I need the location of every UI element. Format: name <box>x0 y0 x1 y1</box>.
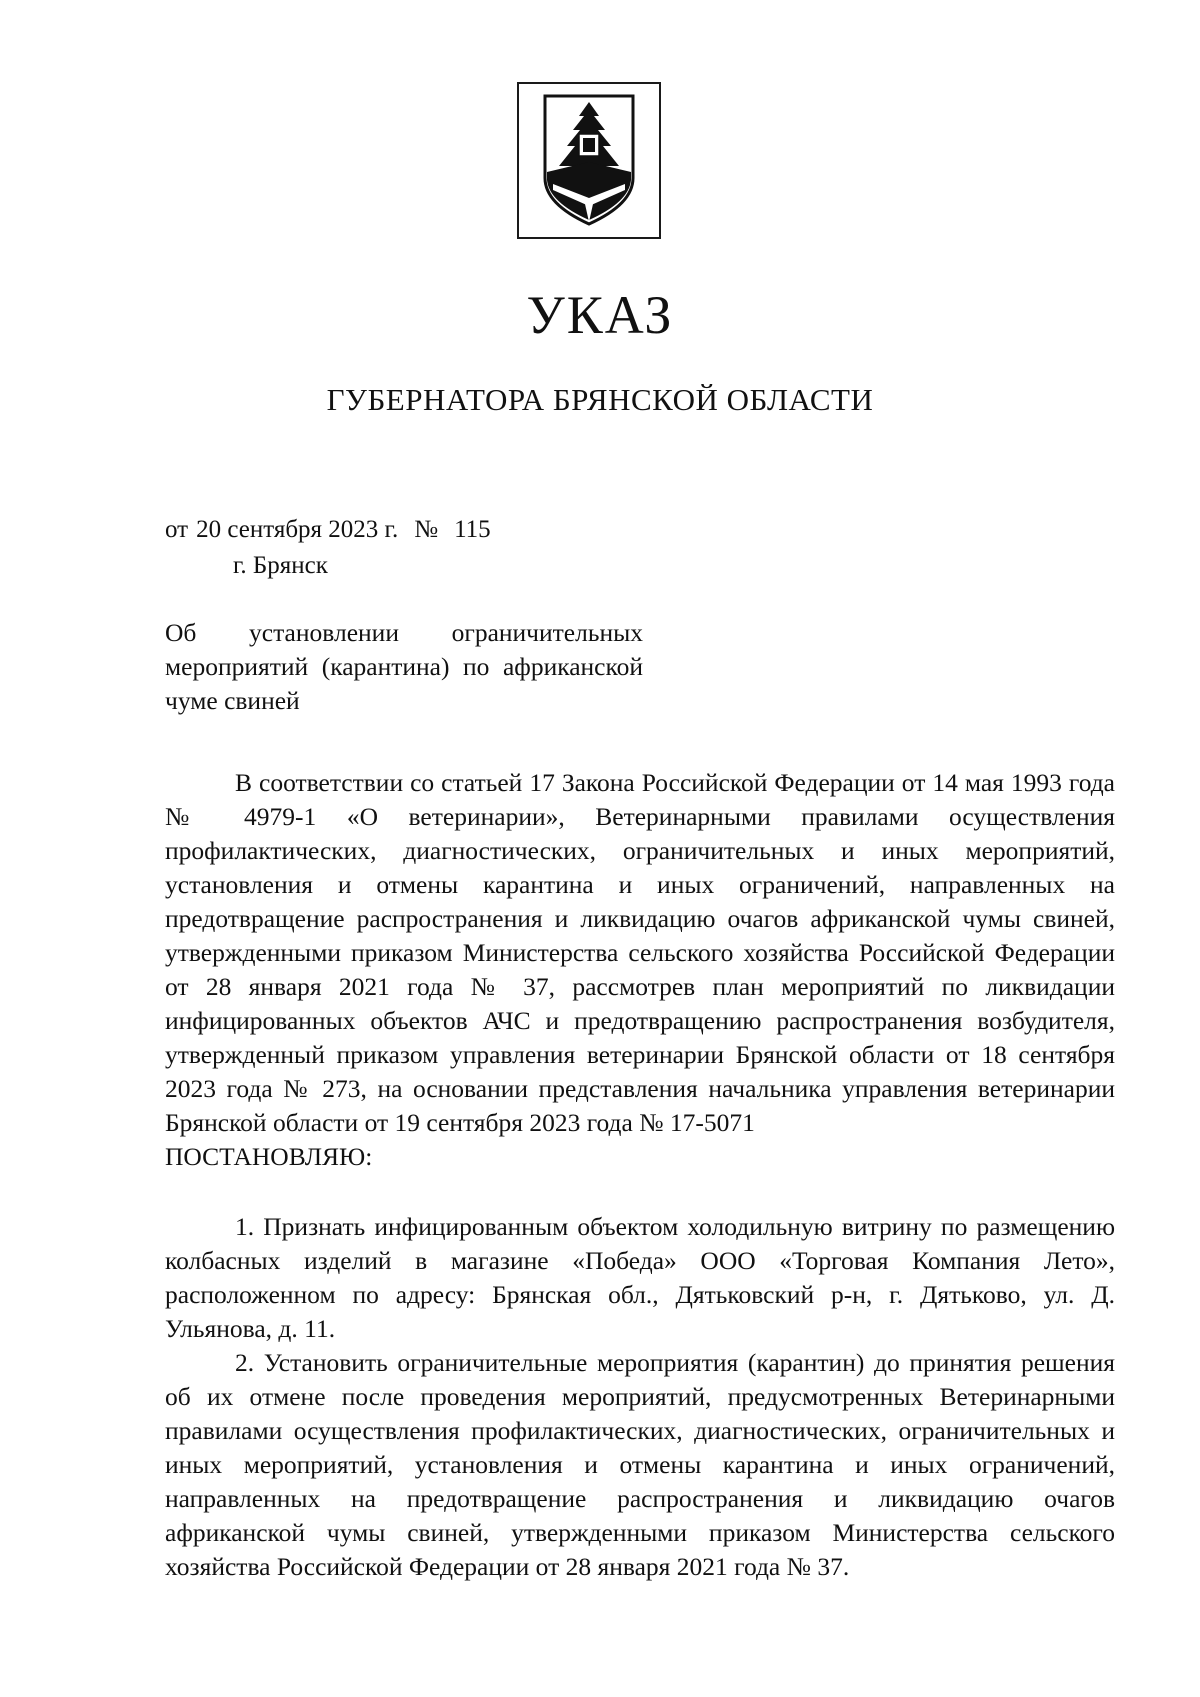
number-sign: № <box>414 516 439 543</box>
document-date: 20 сентября 2023 г. <box>196 516 399 543</box>
document-subject: Об установлении ограничительных мероприятий (карантина) по африканской чуме свиней <box>165 618 643 715</box>
date-prefix: от <box>165 516 189 543</box>
coat-of-arms-icon <box>539 92 639 230</box>
decree-item-2: 2. Установить ограничительные мероприятия (карантин) до принятия решения об их отмене после проведения мероприятий, предусмотренных Ветеринарными правилами осуществления профилактических, диагностических, ограничительных и иных мероприятий, установления и отмены карантина и иных ограничений, направленных на предотвращение распространения и ликвидацию очагов африканской чумы свиней, утвержденными приказом Министерства сельского хозяйства Российской Федерации от 28 января 2021 года № 37. <box>165 1348 1115 1581</box>
decree-item-1: 1. Признать инфицированным объектом холодильную витрину по размещению колбасных изделий в магазине «Победа» ООО «Торговая Компания Лето», расположенном по адресу: Брянская обл., Дятьковский р-н, г. Дятьково, ул. Д. Ульянова, д. 11. <box>165 1212 1115 1343</box>
decree-word: ПОСТАНОВЛЯЮ: <box>165 1142 373 1171</box>
document-body <box>165 766 1115 1584</box>
document-issuer: ГУБЕРНАТОРА БРЯНСКОЙ ОБЛАСТИ <box>326 382 874 417</box>
document-date-number <box>165 517 491 542</box>
document-title: УКАЗ <box>526 285 674 345</box>
coat-of-arms-emblem <box>517 82 661 239</box>
document-city: г. Брянск <box>233 552 328 579</box>
document-number: 115 <box>454 516 491 543</box>
preamble-paragraph: В соответствии со статьей 17 Закона Российской Федерации от 14 мая 1993 года № 4979-1 «О ветеринарии», Ветеринарными правилами осуществления профилактических, диагностических, ограничительных и иных мероприятий, установления и отмены карантина и иных ограничений, направленных на предотвращение распространения и ликвидацию очагов африканской чумы свиней, утвержденными приказом Министерства сельского хозяйства Российской Федерации от 28 января 2021 года № 37, рассмотрев план мероприятий по ликвидации инфицированных объектов АЧС и предотвращению распространения возбудителя, утвержденный приказом управления ветеринарии Брянской области от 18 сентября 2023 года № 273, на основании представления начальника управления ветеринарии Брянской области от 19 сентября 2023 года № 17-5071 <box>165 768 1115 1137</box>
